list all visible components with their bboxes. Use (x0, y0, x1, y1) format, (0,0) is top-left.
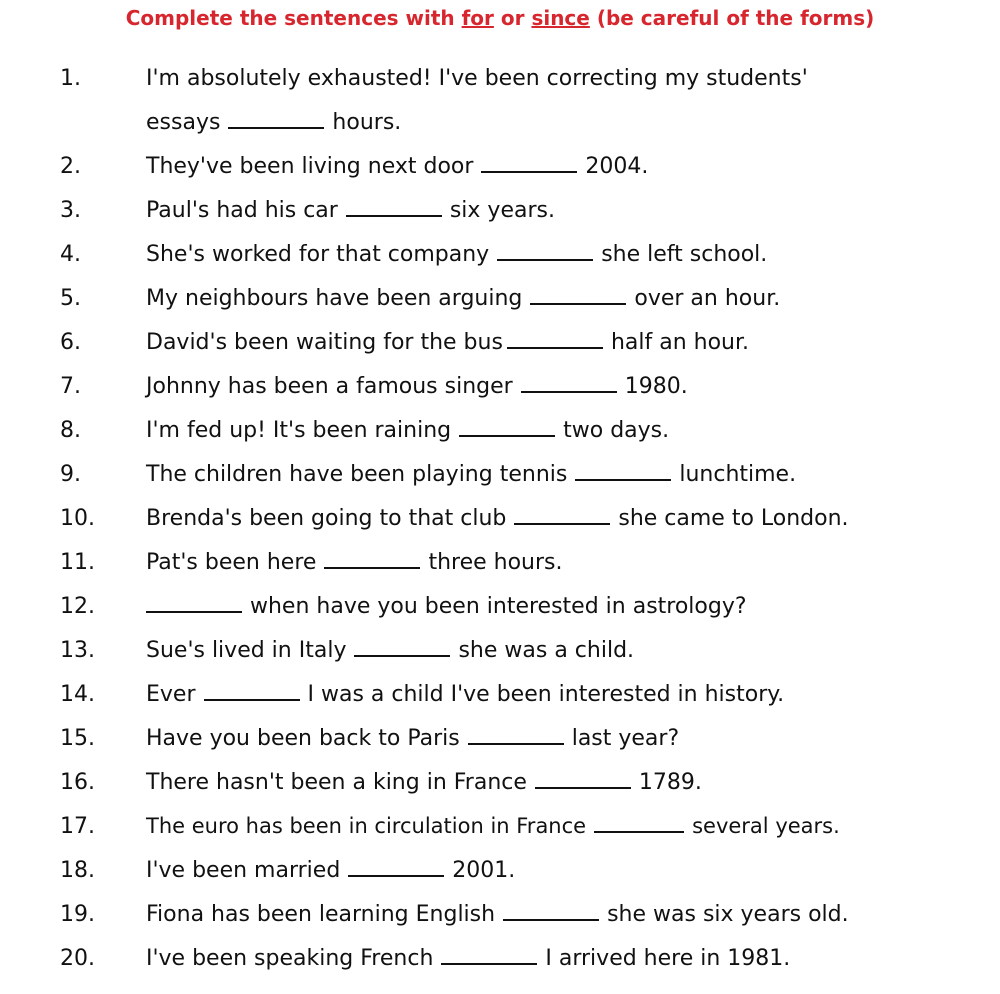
sentence-number: 6. (60, 330, 81, 355)
sentence-row (0, 770, 1000, 800)
title-pre: Complete the sentences with (125, 6, 462, 30)
answer-blank[interactable] (346, 214, 442, 217)
sentence-number: 14. (60, 682, 95, 707)
sentence-text: She's worked for that company she left school. (146, 242, 768, 267)
sentence-number: 20. (60, 946, 95, 971)
sentence-text: There hasn't been a king in France 1789. (146, 770, 702, 795)
sentence-row (0, 66, 1000, 96)
answer-blank[interactable] (459, 434, 555, 437)
sentence-text: Johnny has been a famous singer 1980. (146, 374, 688, 399)
sentence-row (0, 858, 1000, 888)
sentence-number: 7. (60, 374, 81, 399)
sentence-text: I'm absolutely exhausted! I've been correcting my students' (146, 66, 808, 91)
answer-blank[interactable] (324, 566, 420, 569)
sentence-text: Have you been back to Paris last year? (146, 726, 680, 751)
answer-blank[interactable] (514, 522, 610, 525)
sentence-text: Ever I was a child I've been interested in history. (146, 682, 785, 707)
sentence-number: 19. (60, 902, 95, 927)
sentence-row (0, 550, 1000, 580)
sentence-number: 8. (60, 418, 81, 443)
sentence-text: Fiona has been learning English she was six years old. (146, 902, 849, 927)
sentence-row (0, 594, 1000, 624)
sentence-number: 18. (60, 858, 95, 883)
answer-blank[interactable] (521, 390, 617, 393)
sentence-row (0, 330, 1000, 360)
sentence-text: essays hours. (146, 110, 402, 135)
sentence-row (0, 418, 1000, 448)
sentence-text: The children have been playing tennis lunchtime. (146, 462, 797, 487)
answer-blank[interactable] (228, 126, 324, 129)
sentence-text: They've been living next door 2004. (146, 154, 649, 179)
sentence-text: The euro has been in circulation in France several years. (146, 814, 840, 838)
answer-blank[interactable] (535, 786, 631, 789)
sentence-row (0, 154, 1000, 184)
answer-blank[interactable] (441, 962, 537, 965)
sentence-text: when have you been interested in astrology? (146, 594, 747, 619)
sentence-row (0, 462, 1000, 492)
sentence-text: I'm fed up! It's been raining two days. (146, 418, 670, 443)
sentence-number: 4. (60, 242, 81, 267)
worksheet-title (0, 6, 1000, 30)
sentence-text: Brenda's been going to that club she came to London. (146, 506, 849, 531)
sentence-row (0, 110, 1000, 140)
sentence-row (0, 506, 1000, 536)
answer-blank[interactable] (530, 302, 626, 305)
sentence-text: Sue's lived in Italy she was a child. (146, 638, 635, 663)
sentence-row (0, 242, 1000, 272)
sentence-text: I've been married 2001. (146, 858, 516, 883)
sentence-row (0, 946, 1000, 976)
sentence-row (0, 374, 1000, 404)
sentence-row (0, 198, 1000, 228)
sentence-number: 5. (60, 286, 81, 311)
answer-blank[interactable] (468, 742, 564, 745)
answer-blank[interactable] (497, 258, 593, 261)
sentence-text: Paul's had his car six years. (146, 198, 555, 223)
sentence-text: My neighbours have been arguing over an hour. (146, 286, 781, 311)
answer-blank[interactable] (594, 830, 684, 833)
sentence-number: 1. (60, 66, 81, 91)
sentence-number: 16. (60, 770, 95, 795)
sentence-number: 3. (60, 198, 81, 223)
sentence-number: 13. (60, 638, 95, 663)
sentence-number: 9. (60, 462, 81, 487)
answer-blank[interactable] (575, 478, 671, 481)
sentence-row (0, 286, 1000, 316)
title-post: (be careful of the forms) (589, 6, 875, 30)
sentence-row (0, 814, 1000, 844)
sentence-number: 11. (60, 550, 95, 575)
answer-blank[interactable] (481, 170, 577, 173)
sentence-text: I've been speaking French I arrived here in 1981. (146, 946, 791, 971)
sentence-number: 10. (60, 506, 95, 531)
sentence-row (0, 902, 1000, 932)
answer-blank[interactable] (503, 918, 599, 921)
sentence-row (0, 682, 1000, 712)
answer-blank[interactable] (146, 610, 242, 613)
answer-blank[interactable] (354, 654, 450, 657)
sentence-number: 17. (60, 814, 95, 839)
title-mid: or (493, 6, 532, 30)
sentence-number: 15. (60, 726, 95, 751)
sentence-text: Pat's been here three hours. (146, 550, 563, 575)
sentence-number: 12. (60, 594, 95, 619)
answer-blank[interactable] (348, 874, 444, 877)
sentence-row (0, 726, 1000, 756)
title-word-for: for (461, 6, 494, 30)
title-word-since: since (531, 6, 590, 30)
answer-blank[interactable] (507, 346, 603, 349)
sentence-row (0, 638, 1000, 668)
answer-blank[interactable] (204, 698, 300, 701)
sentence-number: 2. (60, 154, 81, 179)
sentence-text: David's been waiting for the bus half an hour. (146, 330, 749, 355)
